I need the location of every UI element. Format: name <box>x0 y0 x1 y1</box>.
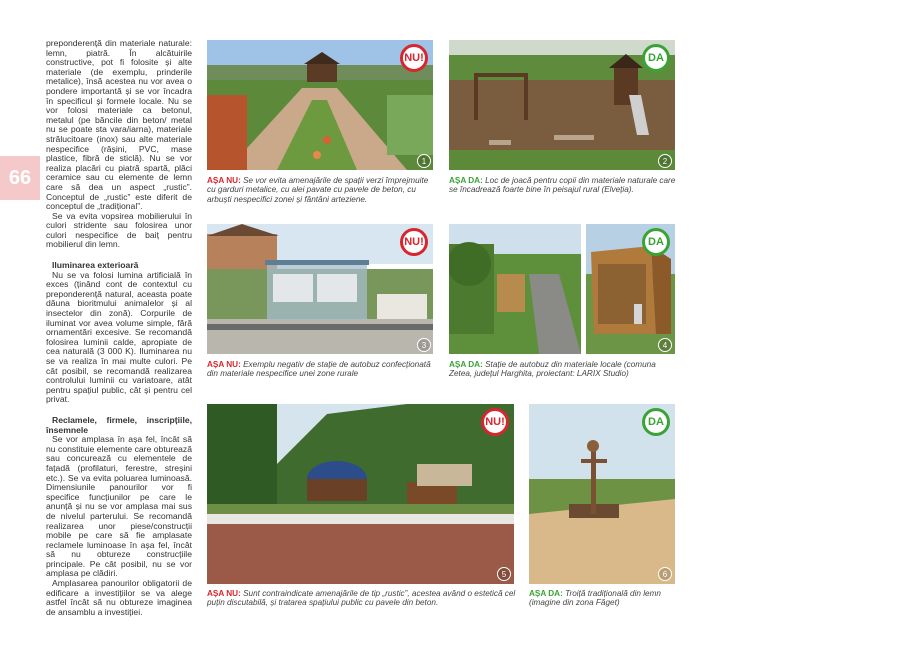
photo-number-6: 6 <box>658 567 672 581</box>
caption-label-2: AȘA DA: <box>449 176 483 185</box>
body-text-column <box>46 39 192 617</box>
heading-ads: Reclamele, firmele, inscripțiile, însemnele <box>46 414 192 435</box>
caption-1 <box>207 176 435 204</box>
da-badge-4: DA <box>642 228 670 256</box>
caption-text-4: Stație de autobuz din materiale locale (comuna Zetea, județul Harghita, proiectant: LARIX Studio) <box>449 360 656 379</box>
nu-badge-1: NU! <box>400 44 428 72</box>
page-number: 66 <box>8 166 32 189</box>
caption-text-3: Exemplu negativ de stație de autobuz confecționată din materiale nespecifice unei zone rurale <box>207 360 431 379</box>
caption-text-1: Se vor evita amenajările de spații verzi împrejmuite cu garduri metalice, cu alei pavate cu pavele de beton, cu arbuști nespecifici zonei și fântâni arteziene. <box>207 176 429 204</box>
caption-label-3: AȘA NU: <box>207 360 241 369</box>
photo-number-3: 3 <box>417 338 431 352</box>
caption-2 <box>449 176 677 195</box>
da-badge-2: DA <box>642 44 670 72</box>
nu-badge-5: NU! <box>481 408 509 436</box>
caption-label-1: AȘA NU: <box>207 176 241 185</box>
paragraph-materials: preponderență din materiale naturale: lemn, piatră. În alcătuirile constructive, pot fi folosite și alte materiale (de exemplu, prinderile metalice), însă acestea nu vor avea o pondere importantă și se vor încadra în specificul și formele locale. Nu se vor folosi materiale ca betonul, metalul (pe băncile din beton/ metal nu se poate sta vara/iarna), materiale strălucitoare (inox) sau alte materiale nespecifice (rășini, PVC, mase plastice, fibră de sticlă). Nu se vor realiza placări cu piatră spartă, plăci ceramice sau cu elemente de lemn care să dea un aspect „rustic”. Conceptul de „rustic” este diferit de conceptul de „tradițional”. <box>46 38 192 212</box>
photo-number-5: 5 <box>497 567 511 581</box>
caption-5 <box>207 589 516 608</box>
photo-number-1: 1 <box>417 154 431 168</box>
da-badge-6: DA <box>642 408 670 436</box>
caption-label-4: AȘA DA: <box>449 360 483 369</box>
caption-3 <box>207 360 435 379</box>
photo-rustic-wagon-plaza <box>207 404 514 584</box>
paragraph-ads: Se vor amplasa în așa fel, încât să nu constituie elemente care obturează sau concurează cu elementele de fațadă (profilaturi, ferestre, streșini etc.). Se va evita poluarea luminoasă. Dimensiunile panourilor vor fi specifice funcțiunilor pe care le anunță și nu se vor amplasa mai sus de nivelul parterului. Se recomandă realizarea unor piese/construcții mobile pe care să fie amplasate reclamele luminoase în așa fel, încât să nu obtureze construcțiile principale. Pe cât posibil, nu se vor amplasa pe clădiri. <box>46 434 192 579</box>
caption-text-2: Loc de joacă pentru copii din materiale naturale care se încadrează foarte bine în peisajul rural (Elveția). <box>449 176 676 195</box>
caption-text-6: Troiță tradițională din lemn (imagine din zona Făget) <box>529 589 661 608</box>
nu-badge-3: NU! <box>400 228 428 256</box>
photo-wooden-bus-stop-road <box>449 224 581 354</box>
paragraph-panels: Amplasarea panourilor obligatorii de edificare a investițiilor se va alege astfel încât să nu obtureze imaginea de ansamblu a investiției. <box>46 578 192 617</box>
heading-lighting: Iluminarea exterioară <box>52 260 139 271</box>
caption-label-6: AȘA DA: <box>529 589 563 598</box>
paragraph-lighting: Nu se va folosi lumina artificială în exces (ținând cont de contextul cu preponderență natural, aceasta poate dăuna bioritmului animalelor și al insectelor din zonă). Corpurile de iluminat vor avea volume simple, fără ornamentări excesive. Se recomandă folosirea luminii calde, apropiate de cea naturală (3 000 K). Iluminarea nu se va realiza în mai multe culori. Pe cât posibil, se recomandă realizarea controlului luminii cu variatoare, atât pentru spațiul public, cât și pentru cel privat. <box>46 269 192 405</box>
caption-text-5: Sunt contraindicate amenajările de tip „rustic”, acestea având o estetică cel puțin discutabilă, și tratarea spațiului public cu pavele din beton. <box>207 589 516 608</box>
photo-number-4: 4 <box>658 338 672 352</box>
photo-number-2: 2 <box>658 154 672 168</box>
caption-6 <box>529 589 677 608</box>
page-number-tab <box>0 156 40 200</box>
paragraph-colors: Se va evita vopsirea mobilierului în culori stridente sau folosirea unor culori nespecifice de baiț pentru mobilierul din lemn. <box>46 210 192 250</box>
caption-label-5: AȘA NU: <box>207 589 241 598</box>
caption-4 <box>449 360 677 379</box>
